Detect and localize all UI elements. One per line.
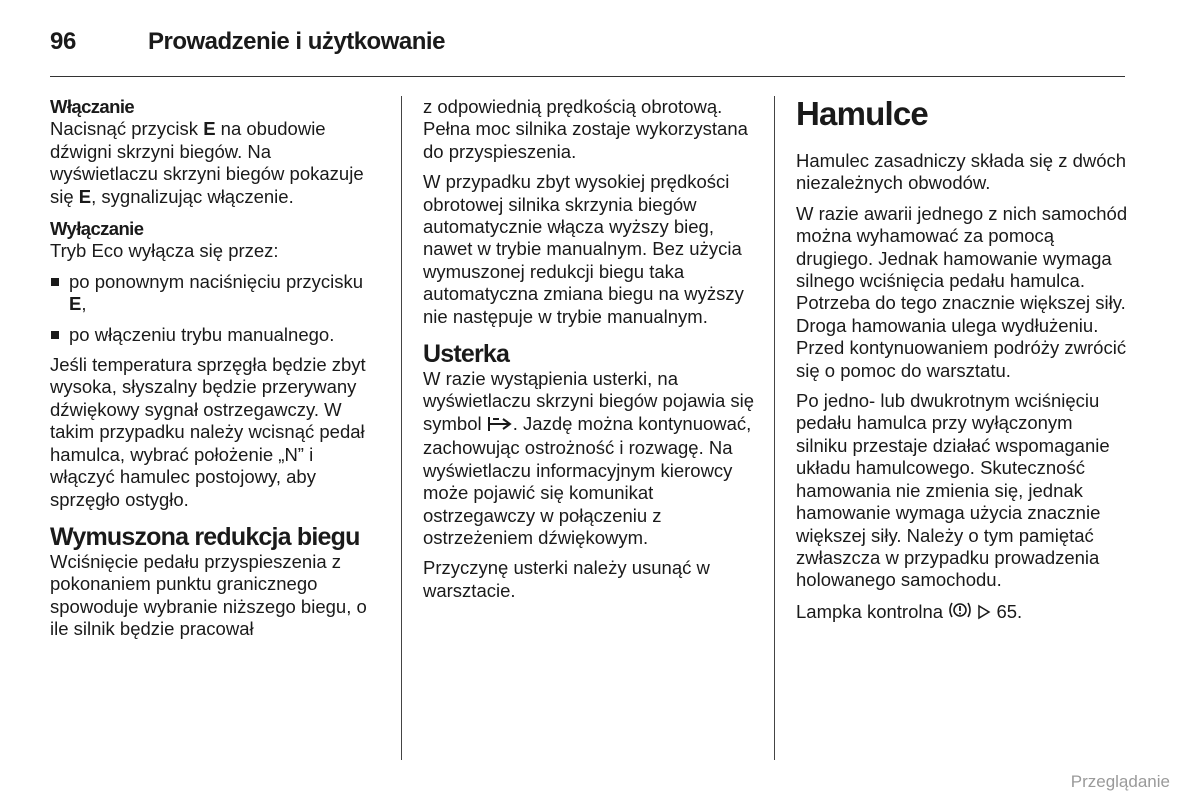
page-header [50, 28, 1125, 77]
column-2 [423, 96, 758, 610]
brake-warning-lamp-icon [948, 600, 972, 625]
kickdown-continuation: z odpowiednią prędkością obrotową. Pełna moc silnika zostaje wykorzystana do przyspieszenia. [423, 96, 748, 162]
eco-off-intro: Tryb Eco wyłącza się przez: [50, 240, 279, 262]
section-title: Prowadzenie i użytkowanie [148, 28, 445, 55]
fault-heading: Usterka [423, 340, 510, 369]
bullet-icon [51, 278, 59, 286]
fault-repair-paragraph: Przyczynę usterki należy usunąć w warsztacie. [423, 557, 710, 601]
page-number: 96 [50, 28, 77, 55]
kickdown-heading: Wymuszona redukcja biegu [50, 522, 360, 551]
brakes-intro: Hamulec zasadniczy składa się z dwóch niezależnych obwodów. [796, 150, 1127, 194]
list-item: po włączeniu trybu manualnego. [50, 324, 380, 346]
engine-off-paragraph: Po jedno- lub dwukrotnym wciśnięciu pedału hamulca przy wyłączonym silniku przestaje działać wspomaganie układu hamulcowego. Skuteczność hamowania nie zmienia się, jednak hamowanie wymaga użycia znacznie większej siły. Należy o tym pamiętać zwłaszcza w przypadku prowadzenia holowanego samochodu. [796, 390, 1110, 591]
eco-on-heading: Włączanie [50, 96, 135, 117]
bullet-icon [51, 331, 59, 339]
eco-on-paragraph: Nacisnąć przycisk E na obudowie dźwigni skrzyni biegów. Na wyświetlaczu skrzyni biegów pokazuje się E, sygnalizując włączenie. [50, 118, 364, 207]
brakes-heading: Hamulce [796, 95, 928, 132]
list-item: po ponownym naciśnięciu przycisku E, [50, 271, 380, 316]
high-rpm-paragraph: W przypadku zbyt wysokiej prędkości obrotowej silnika skrzynia biegów automatycznie włącza wyższy bieg, nawet w trybie manualnym. Bez użycia wymuszonej redukcji biegu taka automatyczna zmiana biegu na wyższy nie następuje w trybie manualnym. [423, 171, 744, 327]
circuit-failure-paragraph: W razie awarii jednego z nich samochód można wyhamować za pomocą drugiego. Jednak hamowanie wymaga silnego wciśnięcia pedału hamulca. Potrzeba do tego znacznie większej siły. Droga hamowania ulega wydłużeniu. Przed kontynuowaniem podróży zwrócić się o pomoc do warsztatu. [796, 202, 1128, 381]
fault-paragraph: W razie wystąpienia usterki, na wyświetlaczu skrzyni biegów pojawia się symbol . Jazdę można kontynuować, zachowując ostrożność i rozwagę. Na wyświetlaczu informacyjnym kierowcy może pojawić się komunikat ostrzegawczy w połączeniu z ostrzeżeniem dźwiękowym. [423, 368, 755, 548]
browse-link[interactable]: Przeglądanie [1070, 772, 1170, 791]
column-1 [50, 96, 380, 649]
kickdown-paragraph: Wciśnięcie pedału przyspieszenia z pokonaniem punktu granicznego spowoduje wybranie niższego biegu, o ile silnik będzie pracował [50, 550, 367, 640]
column-divider [774, 96, 775, 760]
eco-off-heading: Wyłączanie [50, 218, 144, 240]
warning-lamp-reference: Lampka kontrolna 65. [796, 600, 1128, 625]
column-divider [401, 96, 402, 760]
clutch-temperature-paragraph: Jeśli temperatura sprzęgła będzie zbyt wysoka, słyszalny będzie przerywany dźwiękowy sygnał ostrzegawczy. W takim przypadku należy wcisnąć pedał hamulca, wybrać położenie „N” i włączyć hamulec postojowy, aby sprzęgło ostygło. [50, 354, 366, 510]
page-reference-arrow-icon [977, 603, 991, 625]
gearbox-fault-icon [487, 415, 513, 437]
column-3 [796, 96, 1128, 633]
